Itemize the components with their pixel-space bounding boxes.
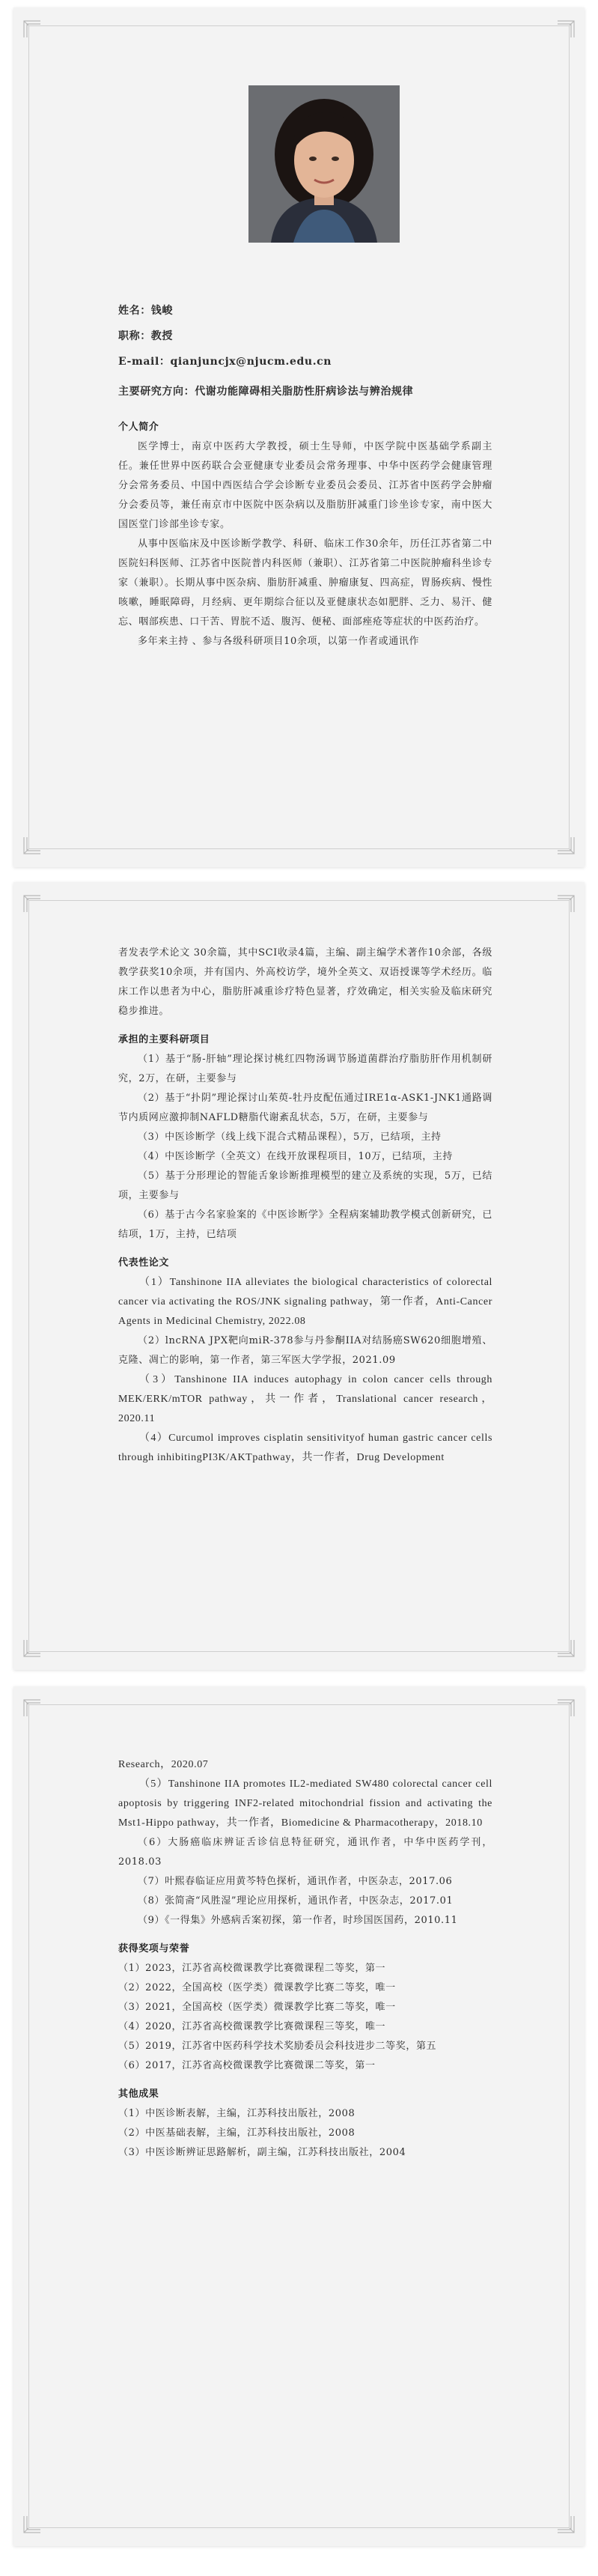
projects-heading: 承担的主要科研项目 (118, 1034, 210, 1045)
corner-ornament-icon (22, 2515, 42, 2534)
bio-paragraph: 从事中医临床及中医诊断学教学、科研、临床工作30余年，历任江苏省第二中医院妇科医师、江苏省中医院普内科医师（兼职）、江苏省第二中医院肿瘤科坐诊专家（兼职）。长期从事中医杂病、脂肪肝减重、肿瘤康复、四高症，胃肠疾病、慢性咳嗽，睡眠障碍，月经病、更年期综合征以及亚健康状态如肥胖、乏力、易汗、健忘、咽部疾患、口干苦、胃脘不适、腹泻、便秘、面部痤疮等症状的中医药治疗。 (118, 538, 492, 628)
papers-heading: 代表性论文 (118, 1257, 170, 1269)
paper-item: （9）《一得集》外感病舌案初探，第一作者，时珍国医国药，2010.11 (138, 1915, 458, 1926)
corner-ornament-icon (22, 1638, 42, 1658)
paper-item: （2）lncRNA JPX靶向miR-378参与丹参酮IIA对结肠癌SW620细胞增殖、克隆、凋亡的影响，第一作者，第三军医大学学报，2021.09 (118, 1335, 492, 1366)
paper-item: （6）大肠癌临床辨证舌诊信息特征研究，通讯作者，中华中医药学刊，2018.03 (118, 1837, 492, 1868)
paper-item: （7）叶熙春临证应用黄芩特色探析，通讯作者，中医杂志，2017.06 (138, 1876, 453, 1887)
corner-ornament-icon (556, 19, 576, 39)
papers-continued (118, 1755, 492, 2163)
profile-card-3 (13, 1686, 585, 2546)
profile-info (118, 298, 492, 374)
award-item: （4）2020，江苏省高校微课教学比赛微课程三等奖，唯一 (118, 2021, 386, 2032)
award-item: （1）2023，江苏省高校微课教学比赛微课程二等奖，第一 (118, 1963, 386, 1974)
award-item: （5）2019，江苏省中医药科学技术奖励委员会科技进步二等奖，第五 (118, 2041, 437, 2052)
paper-item: （1）Tanshinone IIA alleviates the biological characteristics of colorectal cancer via activating the ROS/JNK signaling pathway，第一作者，Anti-Cancer Agents in Medicinal Chemistry, 2022.08 (118, 1277, 492, 1327)
project-item: （6）基于古今名家验案的《中医诊断学》全程病案辅助教学模式创新研究，已结项，1万，主持，已结项 (118, 1209, 492, 1240)
bio-section (118, 418, 492, 651)
paper-item: （5）Tanshinone IIA promotes IL2-mediated SW480 colorectal cancer cell apoptosis by triggering INF2-related mitochondrial fission and activating the Mst1-Hippo pathway，共一作者，Biomedicine & Pharmacotherapy，2018.10 (118, 1778, 492, 1829)
paper-item: （4）Curcumol improves cisplatin sensitivityof human gastric cancer cells through inhibitingPI3K/AKTpathway，共一作者，Drug Development (118, 1433, 492, 1463)
other-item: （3）中医诊断辨证思路解析，副主编，江苏科技出版社，2004 (118, 2147, 406, 2158)
corner-ornament-icon (556, 836, 576, 855)
paper-item: （8）张简斋“风胜湿”理论应用探析，通讯作者，中医杂志，2017.01 (138, 1895, 454, 1907)
corner-ornament-icon (556, 2515, 576, 2534)
corner-ornament-icon (556, 1698, 576, 1718)
other-item: （1）中医诊断表解，主编，江苏科技出版社，2008 (118, 2108, 356, 2119)
bio-heading: 个人简介 (118, 422, 159, 433)
bio-paragraph: 医学博士，南京中医药大学教授，硕士生导师，中医学院中医基础学系副主任。兼任世界中医药联合会亚健康专业委员会常务理事、中华中医药学会健康管理分会常务委员、中国中西医结合学会诊断专业委员会委员、江苏省中医药学会肿瘤分会委员等，兼任南京市中医院中医杂病以及脂肪肝减重门诊坐诊专家，南中医大国医堂门诊部坐诊专家。 (118, 441, 492, 530)
research-text: 主要研究方向：代谢功能障碍相关脂肪性肝病诊法与辨治规律 (118, 386, 414, 398)
other-item: （2）中医基础表解，主编，江苏科技出版社，2008 (118, 2127, 356, 2139)
awards-heading: 获得奖项与荣誉 (118, 1943, 190, 1954)
corner-ornament-icon (22, 894, 42, 914)
research-direction (118, 379, 492, 404)
corner-ornament-icon (556, 894, 576, 914)
award-item: （3）2021，全国高校（医学类）微课教学比赛二等奖，唯一 (118, 2002, 396, 2013)
bio-paragraph: 多年来主持 、参与各级科研项目10余项，以第一作者或通讯作 (138, 636, 420, 647)
profile-title: 职称：教授 (118, 330, 173, 342)
others-heading: 其他成果 (118, 2089, 159, 2100)
paper-item: （3）Tanshinone IIA induces autophagy in colon cancer cells through MEK/ERK/mTOR pathway，共一作者，Translational cancer research，2020.11 (118, 1374, 492, 1424)
corner-ornament-icon (22, 19, 42, 39)
portrait-photo (248, 85, 400, 243)
corner-ornament-icon (22, 836, 42, 855)
profile-email: E-mail：qianjuncjx@njucm.edu.cn (118, 356, 332, 368)
project-item: （5）基于分形理论的智能舌象诊断推理模型的建立及系统的实现，5万，已结项，主要参与 (118, 1170, 492, 1201)
profile-card-1 (13, 7, 585, 867)
award-item: （6）2017，江苏省高校微课教学比赛微课二等奖，第一 (118, 2060, 376, 2071)
paper-item: Research，2020.07 (118, 1759, 209, 1770)
profile-card-2 (13, 882, 585, 1670)
corner-ornament-icon (556, 1638, 576, 1658)
project-item: （3）中医诊断学（线上线下混合式精品课程），5万，已结项，主持 (138, 1131, 442, 1143)
corner-ornament-icon (22, 1698, 42, 1718)
bio-continued (118, 944, 492, 1468)
bio-paragraph: 者发表学术论文 30余篇，其中SCI收录4篇，主编、副主编学术著作10余部，各级教学获奖10余项，并有国内、外高校访学，境外全英文、双语授课等学术经历。临床工作以患者为中心，脂肪肝减重诊疗特色显著，疗效确定，相关实验及临床研究稳步推进。 (118, 947, 492, 1017)
project-item: （2）基于“扑阴”理论探讨山茱萸-牡丹皮配伍通过IRE1α-ASK1-JNK1通路调节内质网应激抑制NAFLD糖脂代谢紊乱状态，5万，在研，主要参与 (118, 1093, 492, 1123)
project-item: （4）中医诊断学（全英文）在线开放课程项目，10万，已结项，主持 (138, 1151, 454, 1162)
profile-name: 姓名：钱峻 (118, 305, 173, 317)
award-item: （2）2022，全国高校（医学类）微课教学比赛二等奖，唯一 (118, 1982, 396, 1993)
project-item: （1）基于“肠-肝轴”理论探讨桃红四物汤调节肠道菌群治疗脂肪肝作用机制研究，2万，在研，主要参与 (118, 1054, 492, 1084)
